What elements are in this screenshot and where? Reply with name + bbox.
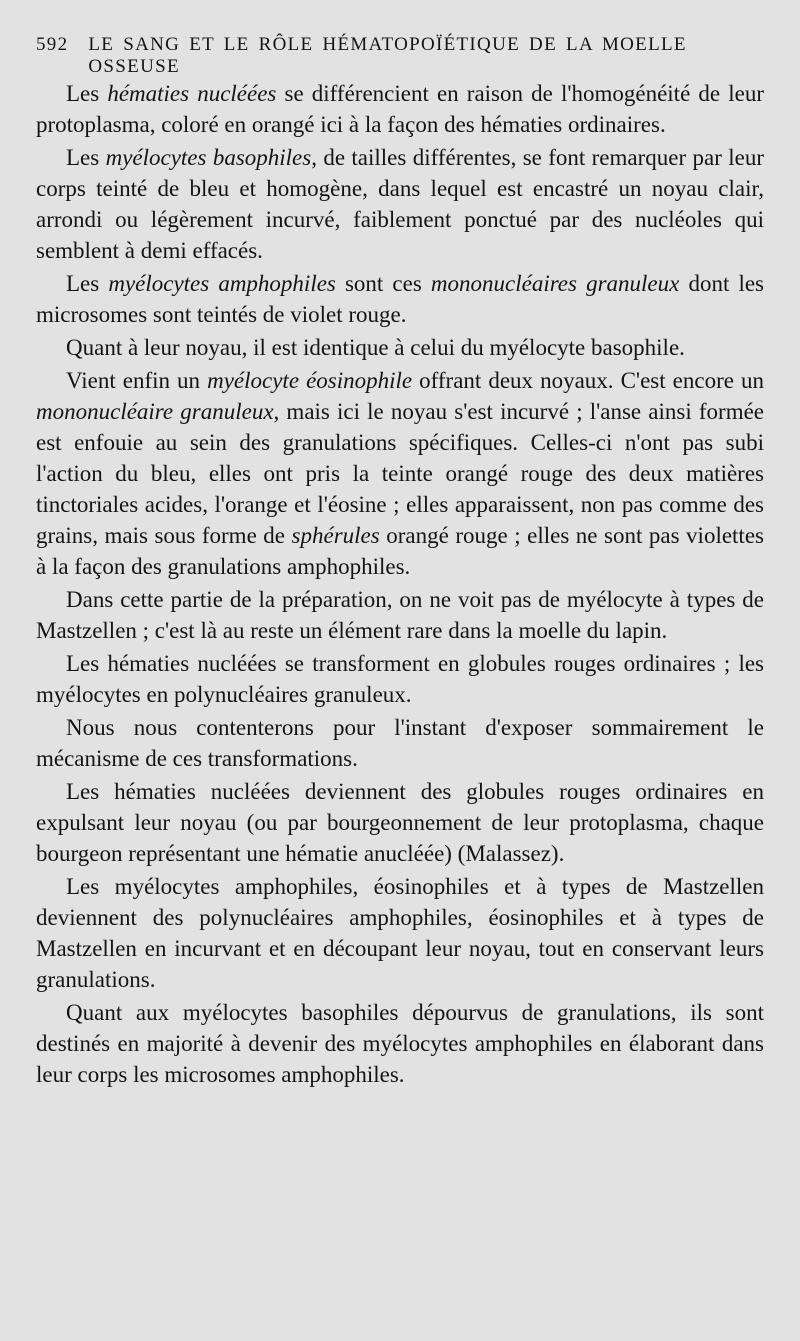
paragraph-hematies-nucleees: Les hématies nucléées se différencient en raison de l'homogénéité de leur protoplasma, coloré en orangé ici à la façon des hématies ordinaires. bbox=[36, 81, 764, 137]
paragraph-myelocytes-amphophiles: Les myélocytes amphophiles sont ces mononucléaires granuleux dont les microsomes sont teintés de violet rouge. bbox=[36, 271, 764, 327]
paragraph-hematies-noyau: Les hématies nucléées deviennent des globules rouges ordinaires en expulsant leur noyau (ou par bourgeonnement de leur protoplasma, chaque bourgeon représentant une hématie anucléée) (Malassez). bbox=[36, 779, 764, 866]
paragraph-noyau: Quant à leur noyau, il est identique à celui du myélocyte basophile. bbox=[66, 335, 685, 360]
running-head: LE SANG ET LE RÔLE HÉMATOPOÏÉTIQUE DE LA MOELLE OSSEUSE bbox=[88, 34, 687, 77]
paragraph-basophiles-destines: Quant aux myélocytes basophiles dépourvus de granulations, ils sont destinés en majorité à devenir des myélocytes amphophiles en élaborant dans leur corps les microsomes amphophiles. bbox=[36, 1000, 764, 1087]
body-text bbox=[36, 78, 764, 1090]
paragraph-transformation: Les hématies nucléées se transforment en globules rouges ordinaires ; les myélocytes en polynucléaires granuleux. bbox=[36, 651, 764, 707]
page-header bbox=[36, 34, 764, 77]
paragraph-myelocyte-eosinophile: Vient enfin un myélocyte éosinophile offrant deux noyaux. C'est encore un mononucléaire granuleux, mais ici le noyau s'est incurvé ; l'anse ainsi formée est enfouie au sein des granulations spécifiques. Celles-ci n'ont pas subi l'action du bleu, elles ont pris la teinte orangé rouge des deux matières tinctoriales acides, l'orange et l'éosine ; elles apparaissent, non pas comme des grains, mais sous forme de sphérules orangé rouge ; elles ne sont pas violettes à la façon des granulations amphophiles. bbox=[36, 368, 765, 579]
page-number: 592 bbox=[36, 34, 69, 55]
paragraph-mecanisme: Nous nous contenterons pour l'instant d'exposer sommairement le mécanisme de ces transformations. bbox=[36, 715, 764, 771]
paragraph-polynucleaires: Les myélocytes amphophiles, éosinophiles et à types de Mastzellen deviennent des polynucléaires amphophiles, éosinophiles et à types de Mastzellen en incurvant et en découpant leur noyau, tout en conservant leurs granulations. bbox=[36, 874, 764, 992]
paragraph-myelocytes-basophiles: Les myélocytes basophiles, de tailles différentes, se font remarquer par leur corps teinté de bleu et homogène, dans lequel est encastré un noyau clair, arrondi ou légèrement incurvé, faiblement ponctué par des nucléoles qui semblent à demi effacés. bbox=[36, 145, 764, 263]
paragraph-mastzellen: Dans cette partie de la préparation, on ne voit pas de myélocyte à types de Mastzellen ; c'est là au reste un élément rare dans la moelle du lapin. bbox=[36, 587, 764, 643]
